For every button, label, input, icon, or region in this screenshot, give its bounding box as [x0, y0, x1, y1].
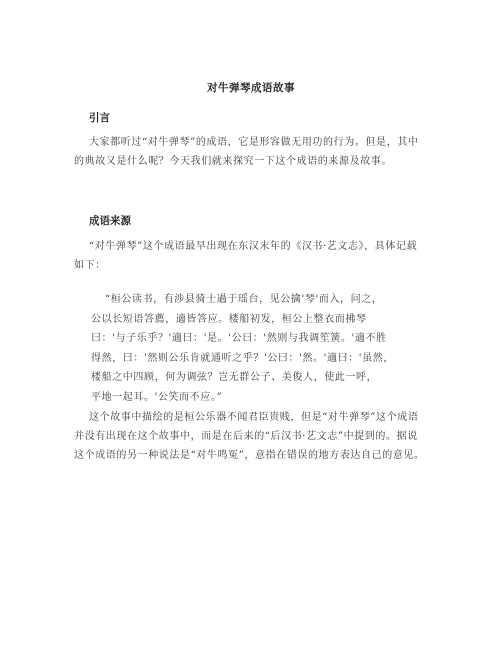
historical-quote	[91, 290, 411, 407]
section-heading-intro: 引言	[89, 112, 110, 124]
origin-intro-paragraph: “对牛弹琴”这个成语最早出现在东汉末年的《汉书·艺文志》，具体记载如下：	[74, 241, 418, 271]
closing-paragraph: 这个故事中描绘的是桓公乐器不闻君臣贵贱，但是“对牛弹琴”这个成语并没有出现在这个故事中，而是在后来的“后汉书·艺文志”中提到的。据说这个成语的另一种说法是“对牛鸣冤”，意指在错误的地方表达自己的意见。	[74, 412, 425, 461]
quote-line: 曰：'与子乐乎？'適曰：'是。'公曰：'然则与我调笙簧。'適不胜	[91, 333, 387, 344]
quote-line: 平地一起耳。'公笑而不应。”	[91, 391, 223, 403]
quote-line: 楼船之中四顾，何为调弦？岂无群公子、美俊人，使此一呼，	[91, 372, 378, 383]
quote-line: 公以长短语答薦，適皆答应。楼船初发，桓公上整衣而拂琴	[91, 313, 367, 325]
document-title: 对牛弹琴成语故事	[207, 82, 295, 94]
quote-line: 得然，曰：'然则公乐肯就通听之乎？'公曰：'然。'適曰：'虽然，	[91, 352, 394, 364]
section-heading-origin: 成语来源	[89, 215, 131, 227]
quote-line: “桓公读书，有涉县骑士過于瑶台，见公擒'琴'而入，问之，	[105, 294, 383, 305]
intro-paragraph: 大家都听过“对牛弹琴”的成语，它是形容做无用功的行为。但是，其中的典故又是什么呢？今天我们就来探究一下这个成语的来源及故事。	[74, 137, 419, 167]
